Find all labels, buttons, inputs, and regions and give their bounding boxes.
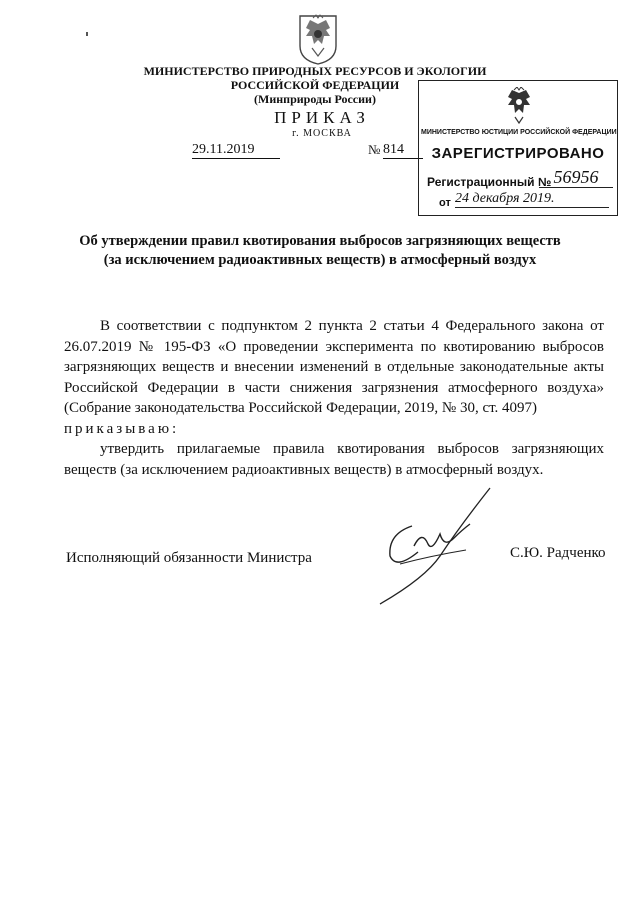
order-city: г. МОСКВА [292,128,352,139]
stamp-reg-label: Регистрационный № [427,175,552,189]
ministry-short-name: (Минприроды России) [254,92,376,106]
signer-title: Исполняющий обязанности Министра [66,550,312,566]
heading-line-2: (за исключением радиоактивных веществ) в атмосферный воздух [103,252,537,268]
body-paragraph-2: утвердить прилагаемые правила квотирования выбросов загрязняющих веществ (за исключением радиоактивных веществ) в атмосферный воздух. [64,441,604,478]
stamp-eagle-icon [503,87,535,125]
signer-name: С.Ю. Радченко [510,545,606,561]
order-title: ПРИКАЗ [274,108,370,127]
order-verb: приказываю: [64,420,180,437]
body-paragraph-1: В соответствии с подпунктом 2 пункта 2 статьи 4 Федерального закона от 26.07.2019 № 195-ФЗ «О проведении эксперимента по квотированию выбросов загрязняющих веществ и внесении изменений в отдельные законодательные акты Российской Федерации в части снижения загрязнения атмосферного воздуха» (Собрание законодательства Российской Федерации, 2019, № 30, ст. 4097) [64,318,604,416]
coat-of-arms-icon [296,12,340,66]
order-date: 29.11.2019 [192,142,280,159]
heading-line-1: Об утверждении правил квотирования выбросов загрязняющих веществ [79,233,561,249]
stamp-registered: ЗАРЕГИСТРИРОВАНО [431,145,605,162]
stamp-date-label: от [439,197,451,209]
stamp-date-value: 24 декабря 2019. [455,191,609,208]
document-heading [60,232,580,270]
order-number-label: № [368,142,381,157]
order-number: 814 [383,142,423,159]
registration-stamp [418,80,618,216]
ministry-name: МИНИСТЕРСТВО ПРИРОДНЫХ РЕСУРСОВ И ЭКОЛОГИИ [143,64,487,78]
ministry-country: РОССИЙСКОЙ ФЕДЕРАЦИИ [230,78,400,92]
stamp-reg-number: 56956 [539,167,613,188]
stamp-ministry: МИНИСТЕРСТВО ЮСТИЦИИ РОССИЙСКОЙ ФЕДЕРАЦИИ [421,129,617,136]
document-body [64,316,604,480]
handwritten-signature [370,486,500,606]
scan-mark [86,32,88,36]
